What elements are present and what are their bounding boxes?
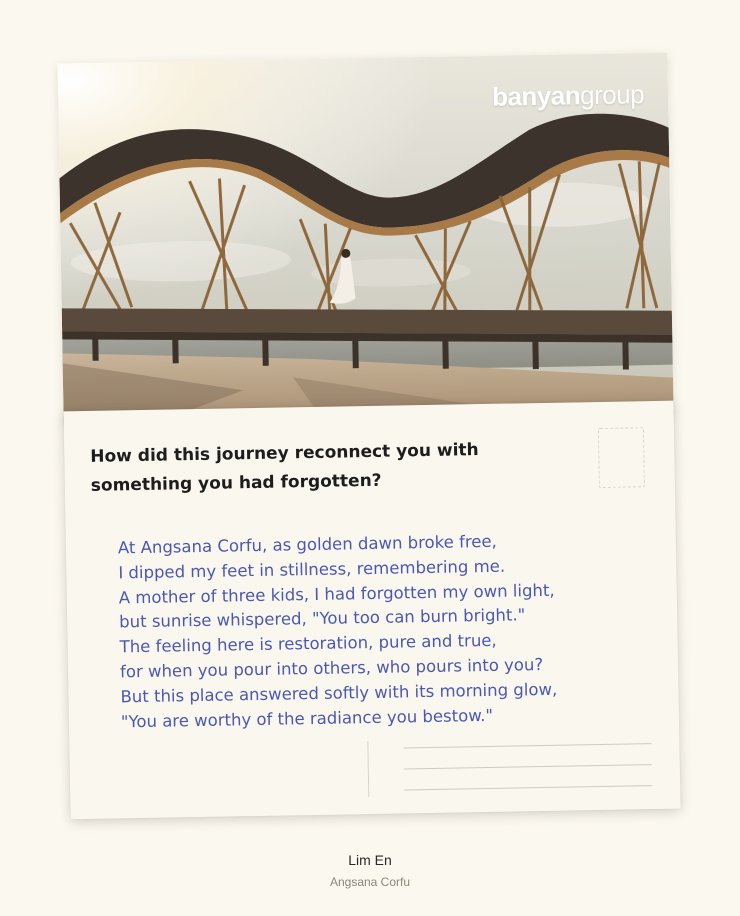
address-line bbox=[403, 743, 651, 748]
author-location: Angsana Corfu bbox=[329, 875, 411, 889]
author-name: Lim En bbox=[348, 852, 392, 868]
postcard-back bbox=[64, 401, 681, 820]
poem-line: "You are worthy of the radiance you bestow." bbox=[120, 705, 494, 731]
postcard-question: How did this journey reconnect you with something you had forgotten? bbox=[90, 440, 479, 496]
banyan-group-logo bbox=[492, 79, 645, 113]
stamp-placeholder bbox=[598, 427, 645, 488]
poem-line: At Angsana Corfu, as golden dawn broke free, bbox=[117, 531, 497, 558]
poem-line: I dipped my feet in stillness, remembering me. bbox=[118, 556, 506, 583]
poem-line: The feeling here is restoration, pure and true, bbox=[119, 630, 497, 657]
logo-light-text: group bbox=[579, 79, 645, 111]
postcard-photo bbox=[57, 53, 673, 426]
postcard bbox=[57, 53, 680, 820]
logo-bold-text: banyan bbox=[491, 80, 581, 112]
poem-line: but sunrise whispered, "You too can burn bright." bbox=[119, 605, 526, 632]
poem-line: A mother of three kids, I had forgotten my own light, bbox=[118, 580, 555, 607]
poem-line: But this place answered softly with its morning glow, bbox=[120, 679, 558, 707]
address-line bbox=[404, 764, 652, 769]
poem-line: for when you pour into others, who pours into you? bbox=[119, 654, 544, 682]
card-divider bbox=[367, 741, 369, 797]
address-line bbox=[404, 785, 652, 790]
poem bbox=[118, 528, 591, 735]
